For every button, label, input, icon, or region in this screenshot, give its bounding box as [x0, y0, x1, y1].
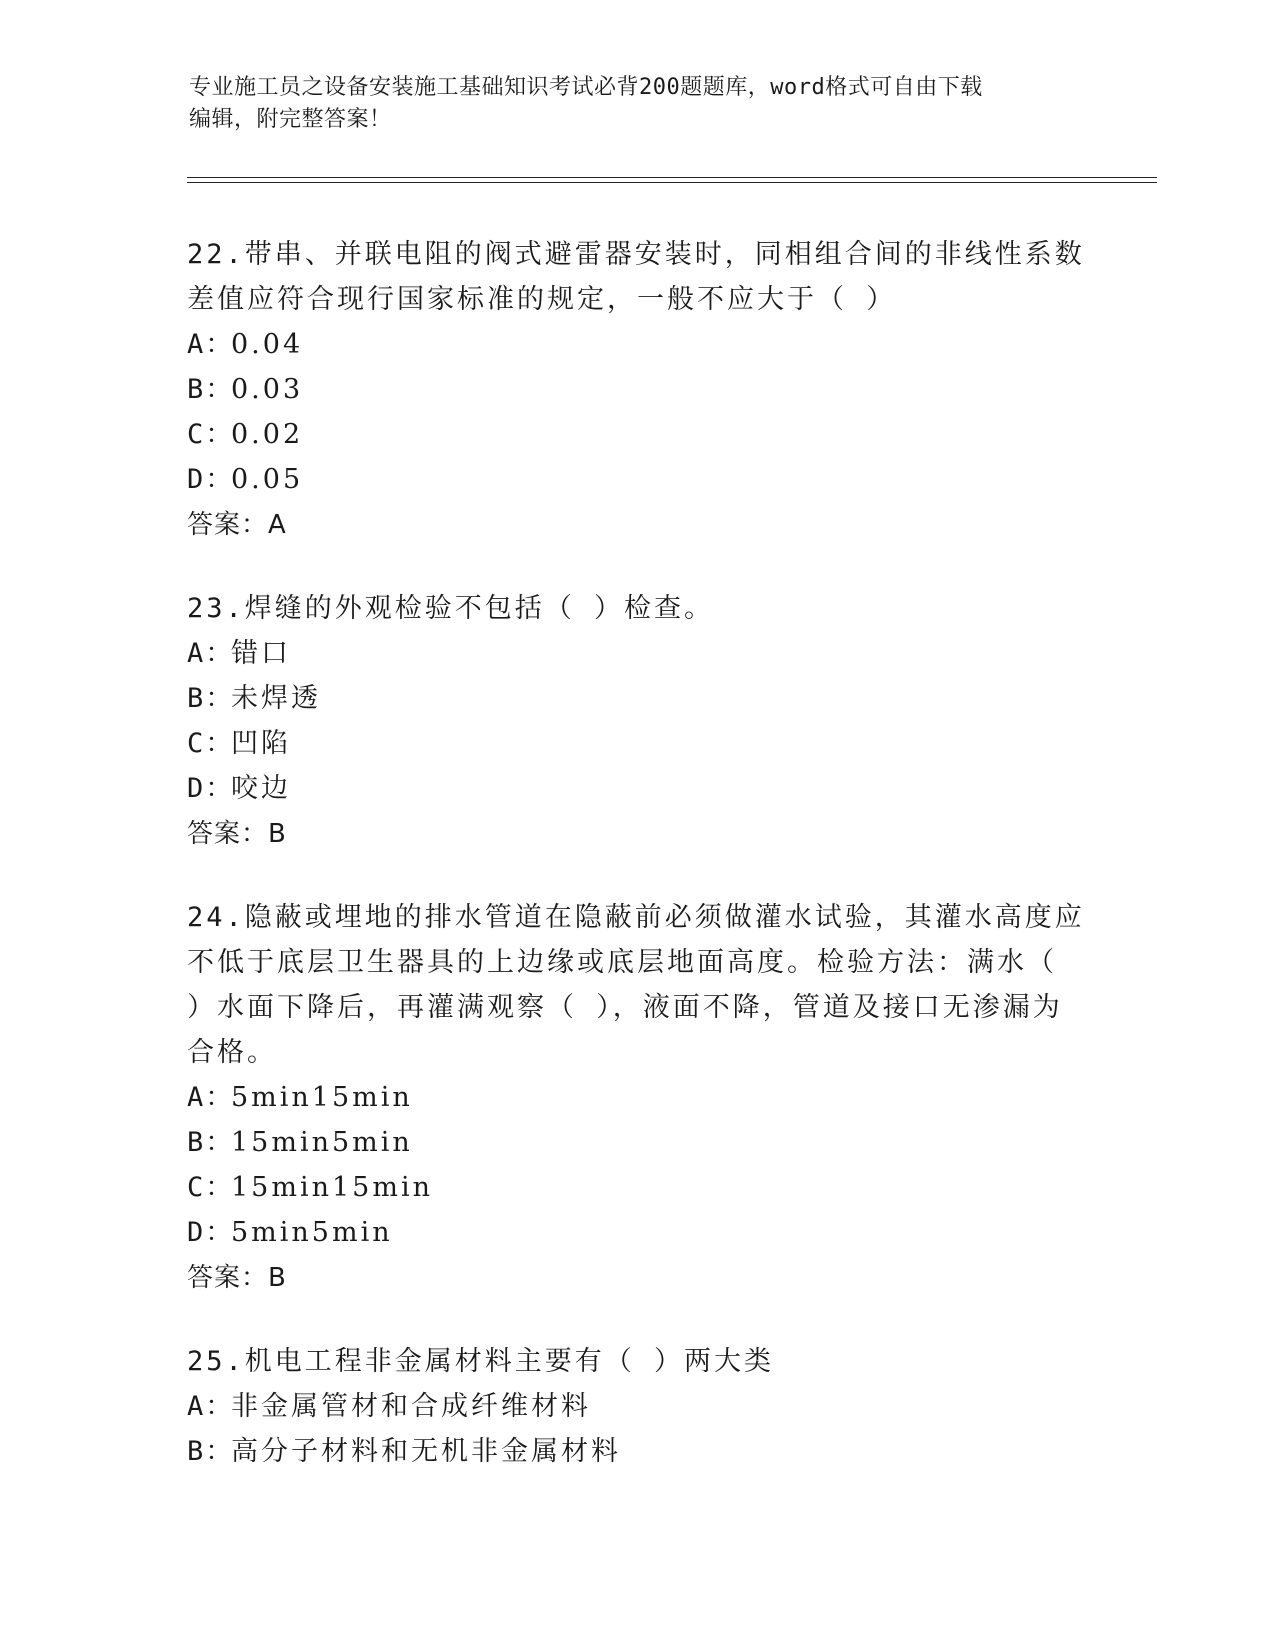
- option-label: A：: [187, 1391, 235, 1422]
- option-text: 错口: [231, 638, 291, 669]
- option-c: [187, 721, 1087, 766]
- answer-line: [187, 502, 1087, 548]
- option-text: 5min15min: [231, 1082, 413, 1113]
- option-a: [187, 1384, 1087, 1429]
- answer-value: B: [268, 1263, 287, 1293]
- option-label: B：: [187, 374, 235, 405]
- option-list: [187, 1384, 1087, 1474]
- option-label: B：: [187, 1436, 235, 1467]
- option-a: [187, 322, 1087, 367]
- question-25: [187, 1339, 1087, 1474]
- option-label: B：: [187, 1127, 235, 1158]
- question-stem: 24.隐蔽或埋地的排水管道在隐蔽前必须做灌水试验，其灌水高度应不低于底层卫生器具的上边缘或底层地面高度。检验方法：满水（ ）水面下降后，再灌满观察（ ），液面不降，管道及接口无渗漏为合格。: [187, 902, 1085, 1068]
- question-22: [187, 232, 1087, 548]
- question-24: [187, 895, 1087, 1301]
- question-stem: 22.带串、并联电阻的阀式避雷器安装时，同相组合间的非线性系数差值应符合现行国家标准的规定，一般不应大于（ ）: [187, 239, 1085, 315]
- question-stem: 23.焊缝的外观检验不包括（ ）检查。: [187, 593, 715, 624]
- option-b: [187, 367, 1087, 412]
- option-list: [187, 1075, 1087, 1255]
- answer-label: 答案：: [187, 819, 269, 849]
- question-23: [187, 586, 1087, 857]
- option-label: A：: [187, 1082, 235, 1113]
- option-list: [187, 322, 1087, 502]
- answer-line: [187, 1255, 1087, 1301]
- option-text: 15min15min: [231, 1172, 433, 1203]
- document-header: [189, 72, 1089, 136]
- option-text: 非金属管材和合成纤维材料: [231, 1391, 591, 1422]
- option-label: D：: [187, 464, 235, 495]
- answer-line: [187, 811, 1087, 857]
- option-a: [187, 1075, 1087, 1120]
- option-text: 0.05: [231, 464, 304, 495]
- option-label: C：: [187, 728, 235, 759]
- option-label: B：: [187, 683, 235, 714]
- option-c: [187, 412, 1087, 457]
- option-label: C：: [187, 1172, 235, 1203]
- option-d: [187, 1210, 1087, 1255]
- option-label: A：: [187, 329, 235, 360]
- option-b: [187, 1429, 1087, 1474]
- option-text: 0.02: [231, 419, 304, 450]
- header-title-line1: 专业施工员之设备安装施工基础知识考试必背200题题库，word格式可自由下载: [189, 75, 983, 100]
- option-label: D：: [187, 773, 235, 804]
- option-b: [187, 1120, 1087, 1165]
- option-text: 凹陷: [231, 728, 291, 759]
- header-divider-bottom: [187, 182, 1157, 183]
- option-d: [187, 766, 1087, 811]
- header-title-line2: 编辑，附完整答案！: [189, 107, 392, 132]
- option-label: C：: [187, 419, 235, 450]
- answer-label: 答案：: [187, 1263, 269, 1293]
- option-c: [187, 1165, 1087, 1210]
- answer-value: A: [268, 510, 287, 540]
- option-text: 5min5min: [231, 1217, 393, 1248]
- question-list: [187, 232, 1087, 1512]
- option-text: 0.04: [231, 329, 304, 360]
- option-text: 高分子材料和无机非金属材料: [231, 1436, 621, 1467]
- option-label: D：: [187, 1217, 235, 1248]
- option-text: 咬边: [231, 773, 291, 804]
- option-a: [187, 631, 1087, 676]
- option-text: 0.03: [231, 374, 304, 405]
- header-divider-top: [187, 177, 1157, 178]
- option-d: [187, 457, 1087, 502]
- option-text: 未焊透: [231, 683, 321, 714]
- option-label: A：: [187, 638, 235, 669]
- option-text: 15min5min: [231, 1127, 413, 1158]
- answer-value: B: [268, 819, 287, 849]
- option-list: [187, 631, 1087, 811]
- answer-label: 答案：: [187, 510, 269, 540]
- option-b: [187, 676, 1087, 721]
- question-stem: 25.机电工程非金属材料主要有（ ）两大类: [187, 1346, 775, 1377]
